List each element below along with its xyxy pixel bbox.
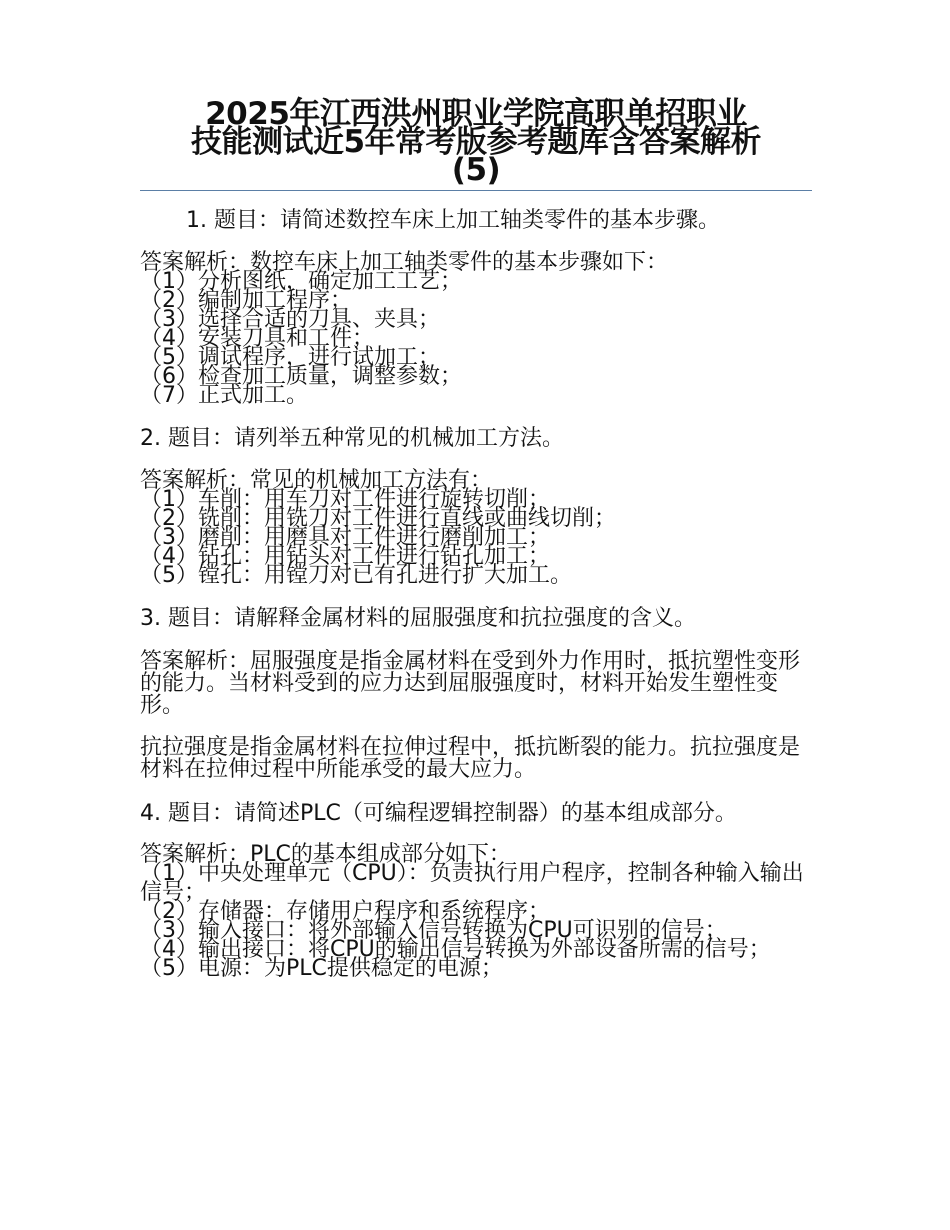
question-text: 2. 题目：请列举五种常见的机械加工方法。: [140, 426, 564, 451]
title-line-1: 2025年江西洪州职业学院高职单招职业: [205, 96, 747, 132]
list-item: （2）存储器：存储用户程序和系统程序；: [140, 899, 550, 924]
list-item: （1）分析图纸，确定加工工艺；: [140, 269, 462, 294]
question-block-3: [140, 607, 812, 781]
title-divider: [140, 190, 812, 191]
question-text: 3. 题目：请解释金属材料的屈服强度和抗拉强度的含义。: [140, 606, 696, 631]
list-item: （6）检查加工质量，调整参数；: [140, 364, 462, 389]
list-item: （5）调试程序，进行试加工；: [140, 345, 440, 370]
question-block-2: [140, 426, 812, 588]
list-item: （3）选择合适的刀具、夹具；: [140, 307, 440, 332]
answer-intro: 答案解析：PLC的基本组成部分如下：: [140, 842, 511, 867]
answer-paragraph: 抗拉强度是指金属材料在拉伸过程中，抵抗断裂的能力。抗拉强度是材料在拉伸过程中所能承受的最大应力。: [140, 735, 801, 782]
question-text: 4. 题目：请简述PLC（可编程逻辑控制器）的基本组成部分。: [140, 801, 737, 826]
list-item: （2）编制加工程序；: [140, 288, 352, 313]
list-item: （3）输入接口：将外部输入信号转换为CPU可识别的信号；: [140, 918, 727, 943]
page-title: [140, 96, 812, 188]
list-item: （1）车削：用车刀对工件进行旋转切削；: [140, 487, 550, 512]
answer-paragraph: 答案解析：屈服强度是指金属材料在受到外力作用时，抵抗塑性变形的能力。当材料受到的应力达到屈服强度时，材料开始发生塑性变形。: [140, 649, 801, 718]
list-item: （2）铣削：用铣刀对工件进行直线或曲线切削；: [140, 506, 616, 531]
question-text: 1. 题目：请简述数控车床上加工轴类零件的基本步骤。: [186, 208, 720, 233]
list-item: （5）电源：为PLC提供稳定的电源；: [140, 956, 503, 981]
title-line-2: 技能测试近5年常考版参考题库含答案解析: [190, 124, 762, 160]
answer-intro: 答案解析：常见的机械加工方法有：: [140, 468, 493, 493]
list-item: （4）输出接口：将CPU的输出信号转换为外部设备所需的信号；: [140, 937, 771, 962]
answer-intro: 答案解析：数控车床上加工轴类零件的基本步骤如下：: [140, 250, 669, 275]
list-item: （5）镗孔：用镗刀对已有孔进行扩大加工。: [140, 563, 572, 588]
list-item: （7）正式加工。: [140, 383, 308, 408]
document-page: [140, 96, 812, 1000]
list-item: （1）中央处理单元（CPU）：负责执行用户程序，控制各种输入输出信号；: [140, 861, 804, 905]
list-item: （4）安装刀具和工件；: [140, 326, 374, 351]
question-block-1: [140, 208, 812, 408]
list-item: （3）磨削：用磨具对工件进行磨削加工；: [140, 525, 550, 550]
title-line-3: (5): [451, 152, 501, 188]
question-block-4: [140, 801, 812, 981]
list-item: （4）钻孔：用钻头对工件进行钻孔加工；: [140, 544, 550, 569]
